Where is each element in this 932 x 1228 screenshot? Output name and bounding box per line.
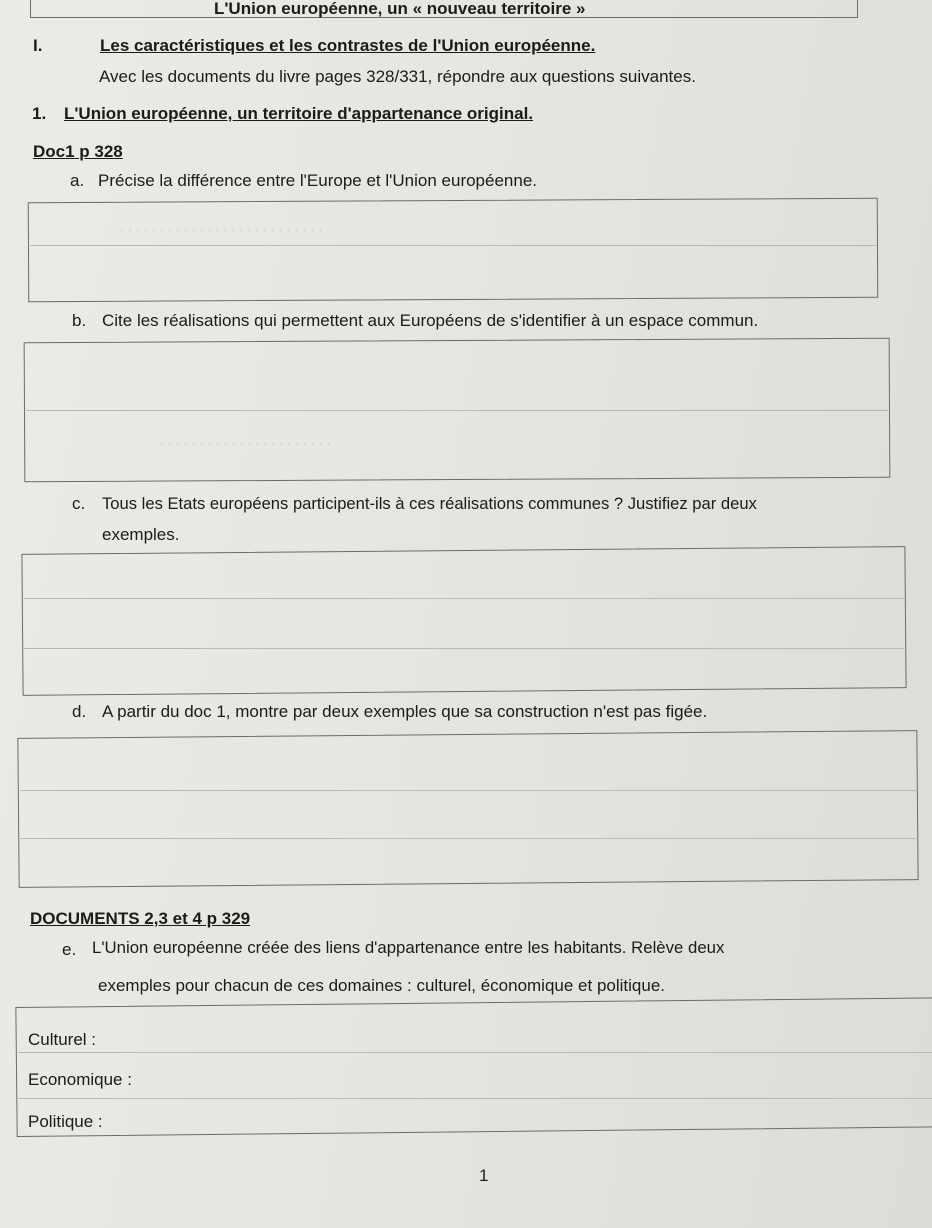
question-a-text: Précise la différence entre l'Europe et l'Union européenne.	[98, 171, 538, 190]
show-through-text: · · · · · · · · · · · · · · · · · · · · · · · · · ·	[120, 222, 323, 237]
question-b-text: Cite les réalisations qui permettent aux Européens de s'identifier à un espace commun.	[102, 311, 759, 330]
answer-line	[24, 648, 904, 649]
question-d-letter: d.	[72, 702, 87, 721]
answer-line	[18, 1098, 932, 1099]
answer-line	[20, 838, 916, 839]
answer-line	[30, 245, 876, 246]
section-number: I.	[33, 36, 43, 55]
answer-line	[18, 1052, 932, 1053]
answer-line	[26, 410, 888, 411]
answer-box-a[interactable]	[28, 198, 879, 302]
documents-reference: DOCUMENTS 2,3 et 4 p 329	[30, 909, 251, 928]
question-e-line1: L'Union européenne créée des liens d'appartenance entre les habitants. Relève deux	[92, 938, 725, 957]
question-e-letter: e.	[62, 940, 77, 959]
answer-line	[20, 790, 916, 791]
question-c-line1: Tous les Etats européens participent-ils à ces réalisations communes ? Justifiez par deux	[102, 494, 757, 513]
section-title: Les caractéristiques et les contrastes de l'Union européenne.	[100, 36, 596, 55]
part1-number: 1.	[32, 104, 47, 123]
question-d-text: A partir du doc 1, montre par deux exemples que sa construction n'est pas figée.	[102, 702, 708, 721]
question-a-letter: a.	[70, 171, 85, 190]
show-through-text: · · · · · · · · · · · · · · · · · · · · · ·	[160, 436, 332, 451]
question-e-line2: exemples pour chacun de ces domaines : culturel, économique et politique.	[98, 976, 666, 995]
domain-label-economique: Economique :	[28, 1070, 132, 1089]
question-c-letter: c.	[72, 494, 86, 513]
part1-title: L'Union européenne, un territoire d'appartenance original.	[64, 104, 534, 123]
answer-box-d[interactable]	[17, 730, 918, 888]
instruction-text: Avec les documents du livre pages 328/331, répondre aux questions suivantes.	[99, 67, 696, 86]
domain-label-culturel: Culturel :	[28, 1030, 97, 1049]
page-title: L'Union européenne, un « nouveau territoire »	[214, 0, 586, 18]
answer-line	[24, 598, 904, 599]
answer-box-c[interactable]	[21, 546, 906, 696]
doc1-reference: Doc1 p 328	[33, 142, 123, 161]
domain-label-politique: Politique :	[28, 1112, 103, 1131]
answer-box-e[interactable]	[15, 997, 932, 1137]
page-number: 1	[479, 1166, 489, 1185]
question-b-letter: b.	[72, 311, 87, 330]
question-c-line2: exemples.	[102, 525, 180, 544]
